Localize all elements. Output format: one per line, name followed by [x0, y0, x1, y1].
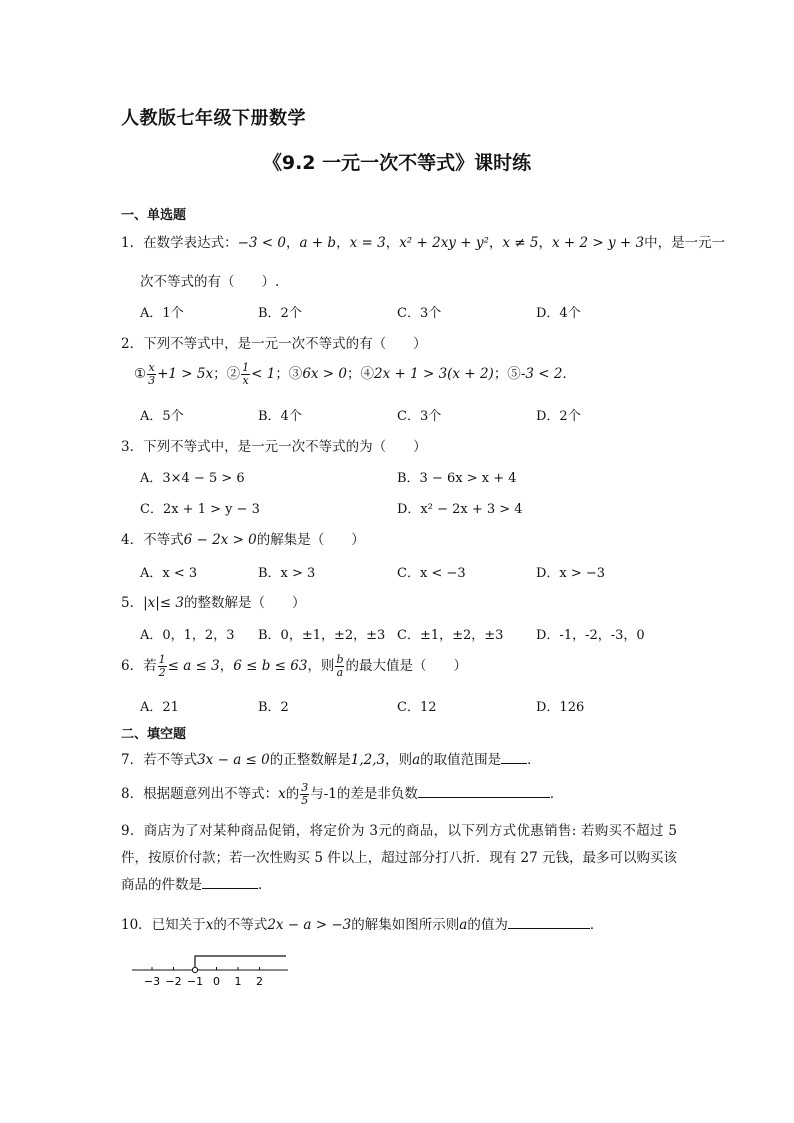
- expression: |x|≤ 3: [143, 595, 184, 611]
- question-number: 9．: [121, 823, 144, 839]
- question-2: 2．下列不等式中，是一元一次不等式的有（ ）: [121, 336, 427, 352]
- option-c[interactable]: C．3个: [397, 409, 442, 424]
- question-number: 6．: [121, 658, 144, 674]
- question-number: 7．: [121, 752, 144, 768]
- option-a[interactable]: A．5个: [140, 409, 184, 424]
- question-1: 1．在数学表达式：−3 < 0，a + b，x = 3，x² + 2xy + y²，x ≠ 5，x + 2 > y + 3中，是一元一: [121, 235, 726, 251]
- answer-blank[interactable]: [202, 874, 258, 889]
- option-c[interactable]: C．12: [397, 700, 437, 715]
- option-c[interactable]: C．3个: [397, 306, 442, 321]
- option-b[interactable]: B．3 − 6x > x + 4: [397, 471, 517, 486]
- option-c[interactable]: C．x < −3: [397, 566, 466, 581]
- question-number: 1．: [121, 235, 144, 251]
- option-b[interactable]: B．x > 3: [258, 566, 316, 581]
- question-number: 10．: [121, 917, 152, 933]
- number-line-tick-label: −1: [186, 975, 204, 988]
- question-number: 3．: [121, 439, 144, 455]
- expression: x = 3: [349, 235, 386, 251]
- option-a[interactable]: A．21: [140, 700, 179, 715]
- question-8: 8．根据题意列出不等式：x的 $\frac{3}{5}$ 与-1的差是非负数 ．: [121, 781, 564, 807]
- expression: x + 2 > y + 3: [551, 235, 645, 251]
- question-2-items: ① $\frac{x}{3}$ +1 > 5x；② $\frac{1}{x}$ < 1；③6x > 0；④2x + 1 > 3(x + 2)；⑤-3 < 2．: [134, 361, 576, 387]
- answer-blank[interactable]: [508, 914, 590, 929]
- section-heading-fill-blank: 二、填空题: [121, 727, 187, 742]
- answer-blank[interactable]: [418, 783, 550, 798]
- expression: x ≠ 5: [502, 235, 539, 251]
- question-5: 5．|x|≤ 3的整数解是（ ）: [121, 595, 306, 611]
- option-d[interactable]: D．4个: [536, 306, 581, 321]
- option-b[interactable]: B．2: [258, 700, 289, 715]
- option-c[interactable]: C．±1，±2，±3: [397, 628, 504, 643]
- number-line-tick-label: 1: [234, 975, 242, 988]
- fraction: $\frac{3}{5}$: [301, 781, 309, 807]
- question-4: 4．不等式6 − 2x > 0的解集是（ ）: [121, 532, 365, 548]
- number-line-tick-label: 2: [256, 975, 263, 988]
- fraction: $\frac{b}{a}$: [336, 653, 344, 679]
- question-10: 10．已知关于x的不等式2x − a > −3的解集如图所示则a的值为 ．: [121, 914, 603, 936]
- question-number: 5．: [121, 595, 144, 611]
- option-a[interactable]: A．0，1，2，3: [140, 628, 235, 643]
- fraction: $\frac{x}{3}$: [148, 361, 156, 387]
- solution-ray: [195, 956, 286, 967]
- fraction: $\frac{1}{x}$: [242, 361, 250, 387]
- option-b[interactable]: B．4个: [258, 409, 302, 424]
- question-6: 6．若 $\frac{1}{2}$ ≤ a ≤ 3，6 ≤ b ≤ 63，则 $\frac{b}{a}$ 的最大值是（ ）: [121, 653, 467, 679]
- number-line-tick-label: −3: [143, 975, 161, 988]
- expression: −3 < 0: [237, 235, 286, 251]
- option-b[interactable]: B．0，±1，±2，±3: [258, 628, 386, 643]
- option-d[interactable]: D．-1，-2，-3，0: [536, 628, 645, 643]
- question-number: 4．: [121, 532, 144, 548]
- question-1-line-2: 次不等式的有（ ）.: [140, 274, 280, 290]
- option-d[interactable]: D．x² − 2x + 3 > 4: [397, 502, 523, 517]
- document-subtitle: 《9.2 一元一次不等式》课时练: [262, 152, 532, 174]
- option-d[interactable]: D．x > −3: [536, 566, 606, 581]
- question-7: 7．若不等式3x − a ≤ 0的正整数解是1,2,3，则a的取值范围是 ．: [121, 749, 541, 771]
- open-point: [192, 967, 197, 972]
- answer-blank[interactable]: [501, 749, 527, 764]
- expression: a + b: [299, 235, 337, 251]
- option-d[interactable]: D．2个: [536, 409, 581, 424]
- option-b[interactable]: B．2个: [258, 306, 302, 321]
- section-heading-single-choice: 一、单选题: [121, 208, 187, 223]
- question-number: 2．: [121, 336, 144, 352]
- question-number: 8．: [121, 786, 144, 802]
- expression: 6 − 2x > 0: [183, 532, 257, 548]
- option-a[interactable]: A．x < 3: [140, 566, 198, 581]
- option-a[interactable]: A．1个: [140, 306, 184, 321]
- option-d[interactable]: D．126: [536, 700, 585, 715]
- expression: x² + 2xy + y²: [399, 235, 489, 251]
- fraction: $\frac{1}{2}$: [158, 653, 166, 679]
- question-9: 9．商店为了对某种商品促销，将定价为 3元的商品，以下列方式优惠销售: 若购买不超过 5件，按原价付款；若一次性购买 5 件以上，超过部分打八折．现有 27 元钱，最多可以购买该商品的件数是 ．: [121, 823, 677, 893]
- question-3: 3．下列不等式中，是一元一次不等式的为（ ）: [121, 439, 427, 455]
- number-line: [128, 944, 293, 992]
- number-line-tick-label: 0: [213, 975, 220, 988]
- document-title: 人教版七年级下册数学: [121, 108, 306, 129]
- number-line-tick-label: −2: [165, 975, 182, 988]
- option-c[interactable]: C．2x + 1 > y − 3: [140, 502, 260, 517]
- option-a[interactable]: A．3×4 − 5 > 6: [140, 471, 245, 486]
